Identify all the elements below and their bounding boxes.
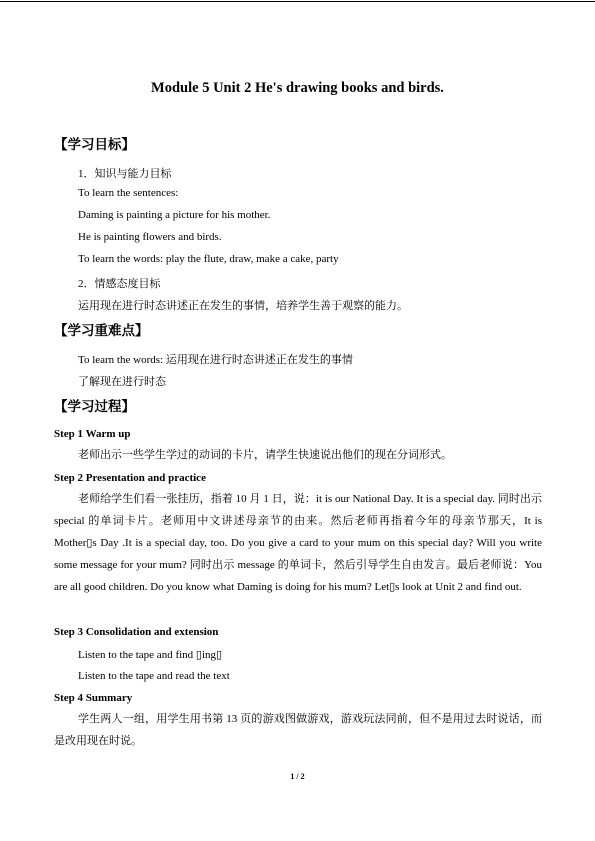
step2-text: 老师给学生们看一张挂历，指着 10 月 1 日，说：it is our National Day. It is a special day. 同时出示 special 的单词卡片。老师用中文讲述母亲节的由来。然后老师再指着今年的母亲节那天，It is Mother▯s Day .It is a special day, too. Do you give a card to your mum on this special day? Will you write some message for your mum? 同时出示 message 的单词卡，然后引导学生自由发言。最后老师说：You are all good children. Do you know what Daming is doing for his mum? Let▯s look at Unit 2 and find out. <box>54 493 542 593</box>
step1-title: Step 1 Warm up <box>54 428 131 440</box>
step1-text: 老师出示一些学生学过的动词的卡片，请学生快速说出他们的现在分词形式。 <box>78 449 452 461</box>
step3-title: Step 3 Consolidation and extension <box>54 626 219 638</box>
objective-line: 1．知识与能力目标 <box>78 168 172 180</box>
objective-line: Daming is painting a picture for his mother. <box>78 209 271 221</box>
step3-line: Listen to the tape and read the text <box>78 670 230 682</box>
process-heading: 【学习过程】 <box>54 399 135 415</box>
objective-line: To learn the sentences: <box>78 187 179 199</box>
objective-line: 2．情感态度目标 <box>78 278 161 290</box>
key-point-line: To learn the words: 运用现在进行时态讲述正在发生的事情 <box>78 354 353 366</box>
step3-line: Listen to the tape and find ▯ing▯ <box>78 649 223 661</box>
step2-title: Step 2 Presentation and practice <box>54 472 206 484</box>
objectives-heading: 【学习目标】 <box>54 137 135 153</box>
document-title: Module 5 Unit 2 He's drawing books and birds. <box>151 80 444 96</box>
key-point-line: 了解现在进行时态 <box>78 376 166 388</box>
objective-line: He is painting flowers and birds. <box>78 231 222 243</box>
objective-line: To learn the words: play the flute, draw, make a cake, party <box>78 253 339 265</box>
step4-text: 学生两人一组，用学生用书第 13 页的游戏图做游戏，游戏玩法同前，但不是用过去时说话，而是改用现在时说。 <box>54 713 542 747</box>
objective-line: 运用现在进行时态讲述正在发生的事情，培养学生善于观察的能力。 <box>78 300 408 312</box>
step4-title: Step 4 Summary <box>54 692 133 704</box>
page-number: 1 / 2 <box>290 772 305 781</box>
key-points-heading: 【学习重难点】 <box>54 323 149 339</box>
